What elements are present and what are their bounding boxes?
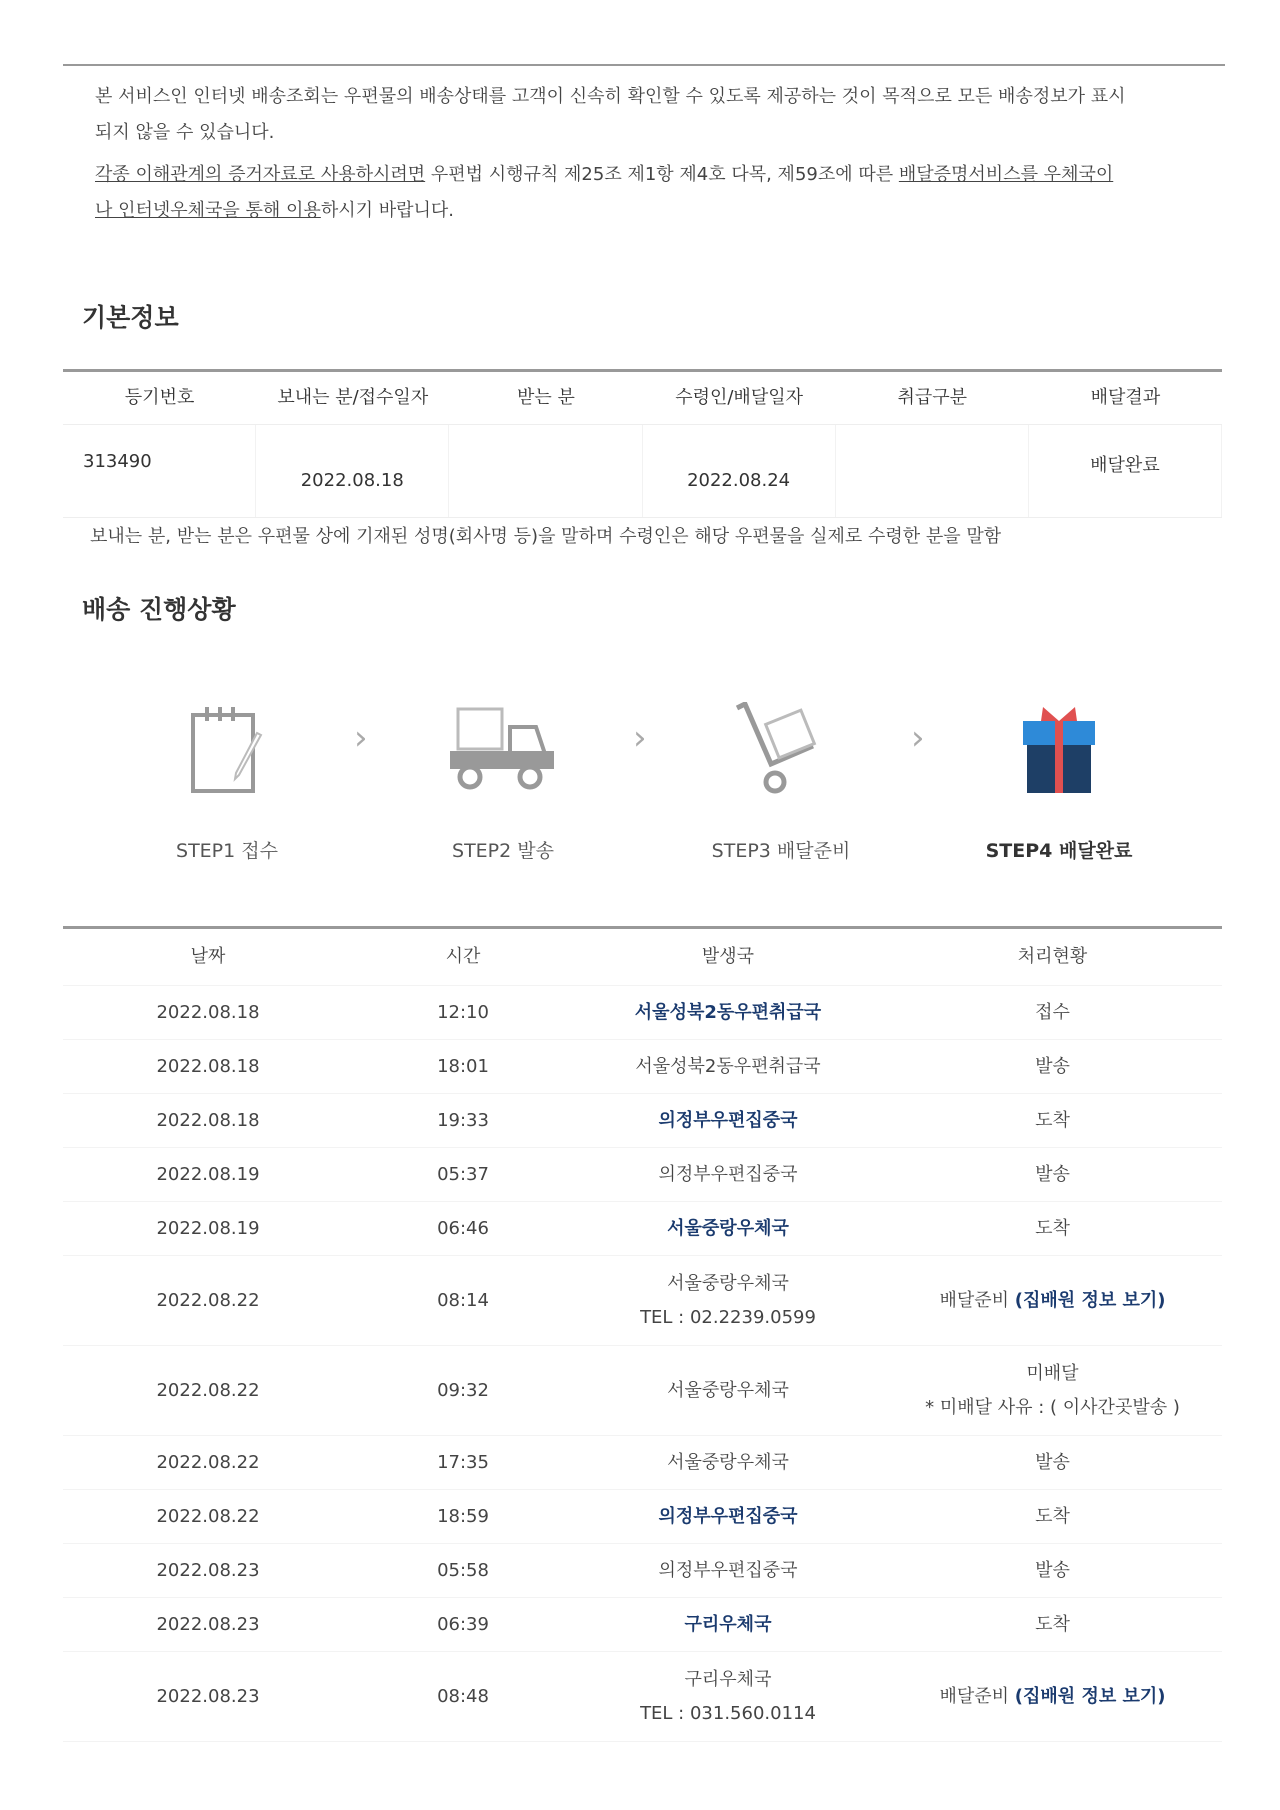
notice-text: 하시기 바랍니다. (320, 200, 454, 221)
status-text: 접수 (1035, 1001, 1070, 1023)
office-name: 서울중랑우체국 (667, 1272, 789, 1294)
progress-title: 배송 진행상황 (82, 595, 236, 624)
notice-underlined: 배달증명서비스를 우체국이 (898, 164, 1114, 185)
step-label: STEP2 발송 (452, 840, 554, 862)
basic-header: 수령인/배달일자 (675, 387, 803, 408)
row-date: 2022.08.22 (156, 1505, 260, 1527)
row-office-cell (573, 1374, 883, 1408)
deliver-date: 2022.08.24 (687, 470, 791, 491)
status-text: 발송 (1035, 1163, 1070, 1185)
step-4 (959, 700, 1159, 863)
header-office: 발생국 (701, 946, 755, 967)
row-time: 19:33 (437, 1109, 489, 1131)
row-office-cell (573, 1500, 883, 1534)
divider (63, 64, 1225, 66)
chevron-right-icon: › (633, 718, 647, 758)
row-office-cell (573, 1446, 883, 1480)
status-text: 도착 (1035, 1109, 1070, 1131)
table-row (63, 1544, 1222, 1598)
office-name: 구리우체국 (684, 1668, 772, 1690)
status-text: 배달준비 (939, 1685, 1010, 1707)
row-time: 09:32 (437, 1379, 489, 1401)
tracking-number: 313490 (83, 451, 152, 472)
status-text: 도착 (1035, 1613, 1070, 1635)
row-date: 2022.08.22 (156, 1379, 260, 1401)
step-label: STEP4 배달완료 (985, 840, 1133, 862)
row-office-cell (573, 1158, 883, 1192)
row-office-cell (573, 1554, 883, 1588)
row-time: 12:10 (437, 1001, 489, 1023)
table-row (63, 1094, 1222, 1148)
notepad-icon (127, 700, 327, 800)
row-date: 2022.08.18 (156, 1055, 260, 1077)
table-row (63, 1256, 1222, 1346)
table-row (63, 986, 1222, 1040)
office-name[interactable]: 의정부우편집중국 (658, 1505, 798, 1527)
carrier-info-link[interactable]: (집배원 정보 보기) (1014, 1685, 1166, 1707)
office-name[interactable]: 서울성북2동우편취급국 (634, 1001, 822, 1023)
row-office-cell (573, 1267, 883, 1335)
row-status-cell (883, 1284, 1222, 1318)
notice-line: 본 서비스인 인터넷 배송조회는 우편물의 배송상태를 고객이 신속히 확인할 수 있도록 제공하는 것이 목적으로 모든 배송정보가 표시 (95, 86, 1126, 107)
receiver-cell (449, 425, 642, 517)
recipient-cell (643, 425, 836, 517)
table-row (63, 1598, 1222, 1652)
table-row (63, 1346, 1222, 1436)
row-status-cell (883, 1104, 1222, 1138)
row-time: 05:58 (437, 1559, 489, 1581)
status-text: 배달준비 (939, 1289, 1010, 1311)
basic-header: 받는 분 (516, 387, 575, 408)
row-time: 05:37 (437, 1163, 489, 1185)
result-cell (1029, 425, 1222, 517)
row-date: 2022.08.18 (156, 1001, 260, 1023)
row-status-cell (883, 1212, 1222, 1246)
step-3 (681, 700, 881, 863)
table-row (63, 1148, 1222, 1202)
basic-info-title: 기본정보 (82, 303, 179, 332)
undelivered-reason: * 미배달 사유 : ( 이사간곳발송 ) (925, 1396, 1180, 1418)
row-date: 2022.08.23 (156, 1559, 260, 1581)
office-tel: TEL : 02.2239.0599 (640, 1306, 816, 1328)
row-status-cell (883, 1554, 1222, 1588)
hand-truck-icon (681, 700, 881, 800)
table-row (63, 1652, 1222, 1742)
notice-underlined: 각종 이해관계의 증거자료로 사용하시려면 (95, 164, 426, 185)
step-label: STEP3 배달준비 (711, 840, 851, 862)
row-time: 08:14 (437, 1289, 489, 1311)
chevron-right-icon: › (911, 718, 925, 758)
row-status-cell (883, 1608, 1222, 1642)
sender-cell (256, 425, 449, 517)
status-text: 발송 (1035, 1451, 1070, 1473)
row-time: 18:59 (437, 1505, 489, 1527)
row-status-cell (883, 1446, 1222, 1480)
table-row (63, 1040, 1222, 1094)
row-office-cell (573, 1050, 883, 1084)
office-name[interactable]: 구리우체국 (684, 1613, 772, 1635)
row-date: 2022.08.18 (156, 1109, 260, 1131)
notice (95, 79, 1215, 229)
row-office-cell (573, 1608, 883, 1642)
table-row (63, 1490, 1222, 1544)
status-text: 발송 (1035, 1055, 1070, 1077)
row-time: 18:01 (437, 1055, 489, 1077)
truck-icon (403, 700, 603, 800)
basic-header: 등기번호 (124, 387, 195, 408)
header-status: 처리현황 (1017, 946, 1088, 967)
basic-header: 배달결과 (1090, 387, 1161, 408)
delivery-result: 배달완료 (1090, 455, 1160, 476)
office-name: 서울성북2동우편취급국 (635, 1055, 821, 1077)
notice-text: 우편법 시행규칙 제25조 제1항 제4호 다목, 제59조에 따른 (425, 164, 899, 185)
basic-header: 보내는 분/접수일자 (277, 387, 429, 408)
office-name: 서울중랑우체국 (667, 1451, 789, 1473)
status-text: 발송 (1035, 1559, 1070, 1581)
office-tel: TEL : 031.560.0114 (640, 1702, 816, 1724)
row-date: 2022.08.19 (156, 1163, 260, 1185)
status-text: 도착 (1035, 1505, 1070, 1527)
row-office-cell (573, 1663, 883, 1731)
row-time: 06:46 (437, 1217, 489, 1239)
office-name: 의정부우편집중국 (658, 1163, 798, 1185)
status-text: 도착 (1035, 1217, 1070, 1239)
row-time: 06:39 (437, 1613, 489, 1635)
row-status-cell (883, 1050, 1222, 1084)
header-time: 시간 (445, 946, 481, 967)
row-office-cell (573, 996, 883, 1030)
row-office-cell (573, 1212, 883, 1246)
table-row (63, 1436, 1222, 1490)
handling-cell (836, 425, 1029, 517)
row-date: 2022.08.19 (156, 1217, 260, 1239)
carrier-info-link[interactable]: (집배원 정보 보기) (1014, 1289, 1166, 1311)
row-status-cell (883, 1500, 1222, 1534)
office-name: 서울중랑우체국 (667, 1379, 789, 1401)
basic-note: 보내는 분, 받는 분은 우편물 상에 기재된 성명(회사명 등)을 말하며 수령인은 해당 우편물을 실제로 수령한 분을 말함 (90, 526, 1002, 547)
basic-info-table (63, 369, 1222, 518)
row-status-cell (883, 996, 1222, 1030)
row-status-cell (883, 1357, 1222, 1425)
step-2 (403, 700, 603, 863)
gift-icon (959, 700, 1159, 800)
office-name[interactable]: 의정부우편집중국 (658, 1109, 798, 1131)
office-name[interactable]: 서울중랑우체국 (667, 1217, 789, 1239)
tracking-table (63, 926, 1222, 1742)
header-date: 날짜 (190, 946, 226, 967)
step-label: STEP1 접수 (176, 840, 278, 862)
office-name: 의정부우편집중국 (658, 1559, 798, 1581)
row-date: 2022.08.23 (156, 1685, 260, 1707)
row-status-cell (883, 1680, 1222, 1714)
basic-header: 취급구분 (897, 387, 968, 408)
send-date: 2022.08.18 (300, 470, 404, 491)
status-text: 미배달 (1026, 1362, 1079, 1384)
row-date: 2022.08.23 (156, 1613, 260, 1635)
row-date: 2022.08.22 (156, 1451, 260, 1473)
tracking-number-cell (63, 425, 256, 517)
notice-line: 되지 않을 수 있습니다. (95, 122, 275, 143)
row-time: 08:48 (437, 1685, 489, 1707)
row-time: 17:35 (437, 1451, 489, 1473)
step-1 (127, 700, 327, 863)
tracking-header (63, 929, 1222, 986)
row-date: 2022.08.22 (156, 1289, 260, 1311)
row-office-cell (573, 1104, 883, 1138)
notice-underlined: 나 인터넷우체국을 통해 이용 (95, 200, 321, 221)
row-status-cell (883, 1158, 1222, 1192)
table-row (63, 1202, 1222, 1256)
chevron-right-icon: › (354, 718, 368, 758)
